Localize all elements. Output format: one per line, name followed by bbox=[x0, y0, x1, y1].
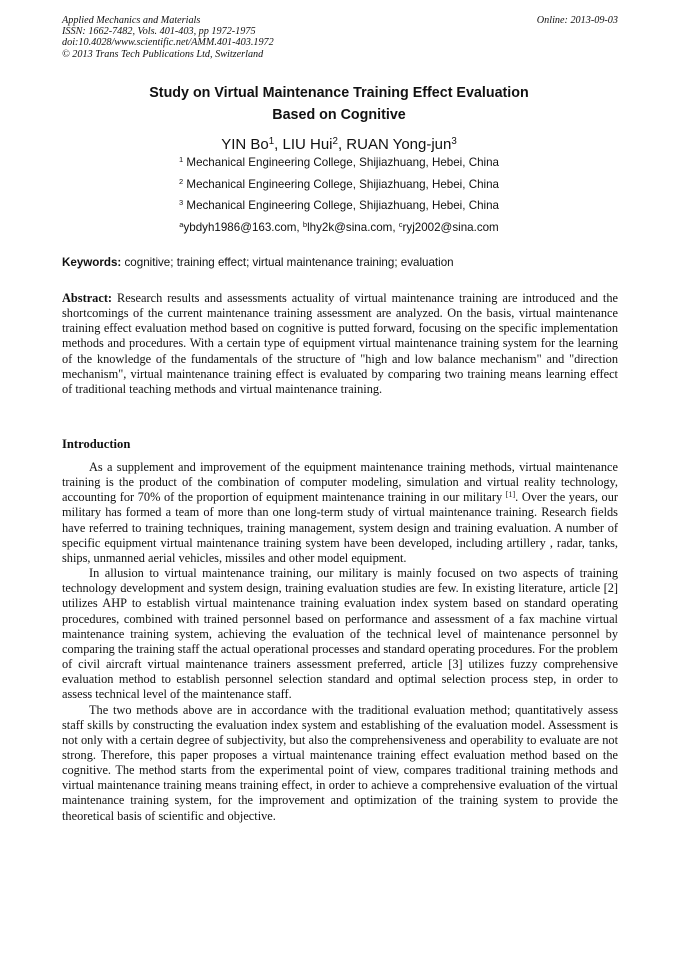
author-name: , RUAN Yong-jun bbox=[337, 136, 452, 153]
title-line-1: Study on Virtual Maintenance Training Effect Evaluation bbox=[149, 85, 529, 101]
affiliation-3 bbox=[40, 199, 638, 213]
author-affiliation-mark: 3 bbox=[451, 136, 457, 148]
affiliation-mark: 3 bbox=[178, 198, 184, 208]
citation: [1] bbox=[505, 490, 516, 500]
author-emails bbox=[40, 221, 638, 235]
paragraph: In allusion to virtual maintenance training, our military is mainly focused on two aspects of training technology development and system design, training evaluation studies are few. In existing literature, article [2] utilizes AHP to establish virtual maintenance training evaluation index system based on standard operating procedures, combined with trained personnel based on performance and assessment of a fax machine virtual maintenance training system, achieving the evaluation of the technical level of maintenance personnel by comparing the training staff the actual operational processes and standard operating procedures. For the problem of civil aircraft virtual maintenance trainers assessment preferred, article [3] utilizes fuzzy comprehensive evaluation method to establish personnel selection standard and optimal selection process step, in order to assess technical level of the maintenance staff. bbox=[62, 566, 618, 702]
journal-name: Applied Mechanics and Materials bbox=[62, 15, 201, 26]
introduction-body bbox=[62, 460, 618, 824]
journal-copyright: © 2013 Trans Tech Publications Ltd, Switzerland bbox=[62, 48, 264, 60]
abstract-label: Abstract: bbox=[62, 291, 113, 305]
author-list bbox=[40, 136, 638, 154]
keywords bbox=[62, 256, 618, 270]
affiliation-mark: 1 bbox=[178, 155, 184, 165]
email-link[interactable]: ybdyh1986@163.com, bbox=[183, 221, 303, 234]
affiliation-text: Mechanical Engineering College, Shijiazhuang, Hebei, China bbox=[183, 199, 499, 212]
keywords-text: cognitive; training effect; virtual maintenance training; evaluation bbox=[121, 256, 454, 269]
journal-issn: ISSN: 1662-7482, Vols. 401-403, pp 1972-1975 bbox=[62, 26, 256, 38]
section-heading-introduction: Introduction bbox=[62, 437, 131, 451]
email-mark: b bbox=[302, 220, 308, 230]
affiliation-2 bbox=[40, 178, 638, 192]
abstract-text: Research results and assessments actuality of virtual maintenance training are introduced and the shortcomings of the current maintenance training assessment are analyzed. On the basis, virtual maintenance training effect evaluation method based on cognitive is putted forward, focusing on the specific implementation methods and procedures. With a certain type of equipment virtual maintenance training system for the learning of the knowledge of the fundamentals of the structure of "high and low balance mechanism" and "direction mechanism", virtual maintenance training effect is evaluated by comparing two training means learning effect of traditional teaching methods and virtual maintenance training. bbox=[62, 291, 618, 396]
paragraph bbox=[62, 460, 618, 566]
online-date: Online: 2013-09-03 bbox=[536, 15, 618, 26]
email-mark: a bbox=[179, 220, 184, 230]
affiliation-text: Mechanical Engineering College, Shijiazhuang, Hebei, China bbox=[183, 156, 499, 169]
abstract bbox=[62, 291, 618, 397]
email-mark: c bbox=[398, 220, 403, 230]
author-affiliation-mark: 1 bbox=[268, 136, 275, 148]
paragraph: The two methods above are in accordance with the traditional evaluation method; quantitatively assess staff skills by constructing the evaluation index system and establishing of the evaluation model. Assessment is not only with a certain degree of subjectivity, but also the comprehensiveness and operability to evaluate are not strong. Therefore, this paper proposes a virtual maintenance training effect evaluation method based on the cognitive. The method starts from the experimental point of view, compares traditional training methods and virtual maintenance training means training effect, in order to achieve a comprehensive evaluation of the virtual maintenance training system, for the improvement and optimization of the training system to provide the theoretical basis of scientific and objective. bbox=[62, 702, 618, 823]
author-affiliation-mark: 2 bbox=[332, 136, 338, 148]
paragraph-text: As a supplement and improvement of the equipment maintenance training methods, virtual maintenance training is the product of the combination of computer modeling, simulation and virtual reality technology, accounting for 70% of the proportion of equipment maintenance training in our military bbox=[62, 460, 618, 505]
author-name: YIN Bo bbox=[221, 136, 269, 153]
keywords-label: Keywords: bbox=[62, 256, 122, 269]
email-link[interactable]: lhy2k@sina.com, bbox=[307, 221, 399, 234]
affiliation-text: Mechanical Engineering College, Shijiazhuang, Hebei, China bbox=[183, 178, 499, 191]
email-link[interactable]: ryj2002@sina.com bbox=[402, 221, 499, 234]
author-name: , LIU Hui bbox=[274, 136, 333, 153]
paper-title bbox=[40, 82, 638, 126]
affiliation-1 bbox=[40, 156, 638, 170]
journal-header bbox=[62, 15, 618, 60]
journal-doi: doi:10.4028/www.scientific.net/AMM.401-403.1972 bbox=[62, 37, 274, 49]
affiliation-mark: 2 bbox=[178, 177, 184, 187]
paragraph-text: . Over the years, our military has formed a team of more than one long-term study of virtual maintenance training. Research fields have referred to training techniques, training management, system design and training evaluation. A number of specific equipment virtual maintenance training system have been developed, including artillery , radar, tanks, ships, unmanned aerial vehicles, missiles and other model equipment. bbox=[62, 490, 618, 565]
title-line-2: Based on Cognitive bbox=[272, 107, 406, 123]
